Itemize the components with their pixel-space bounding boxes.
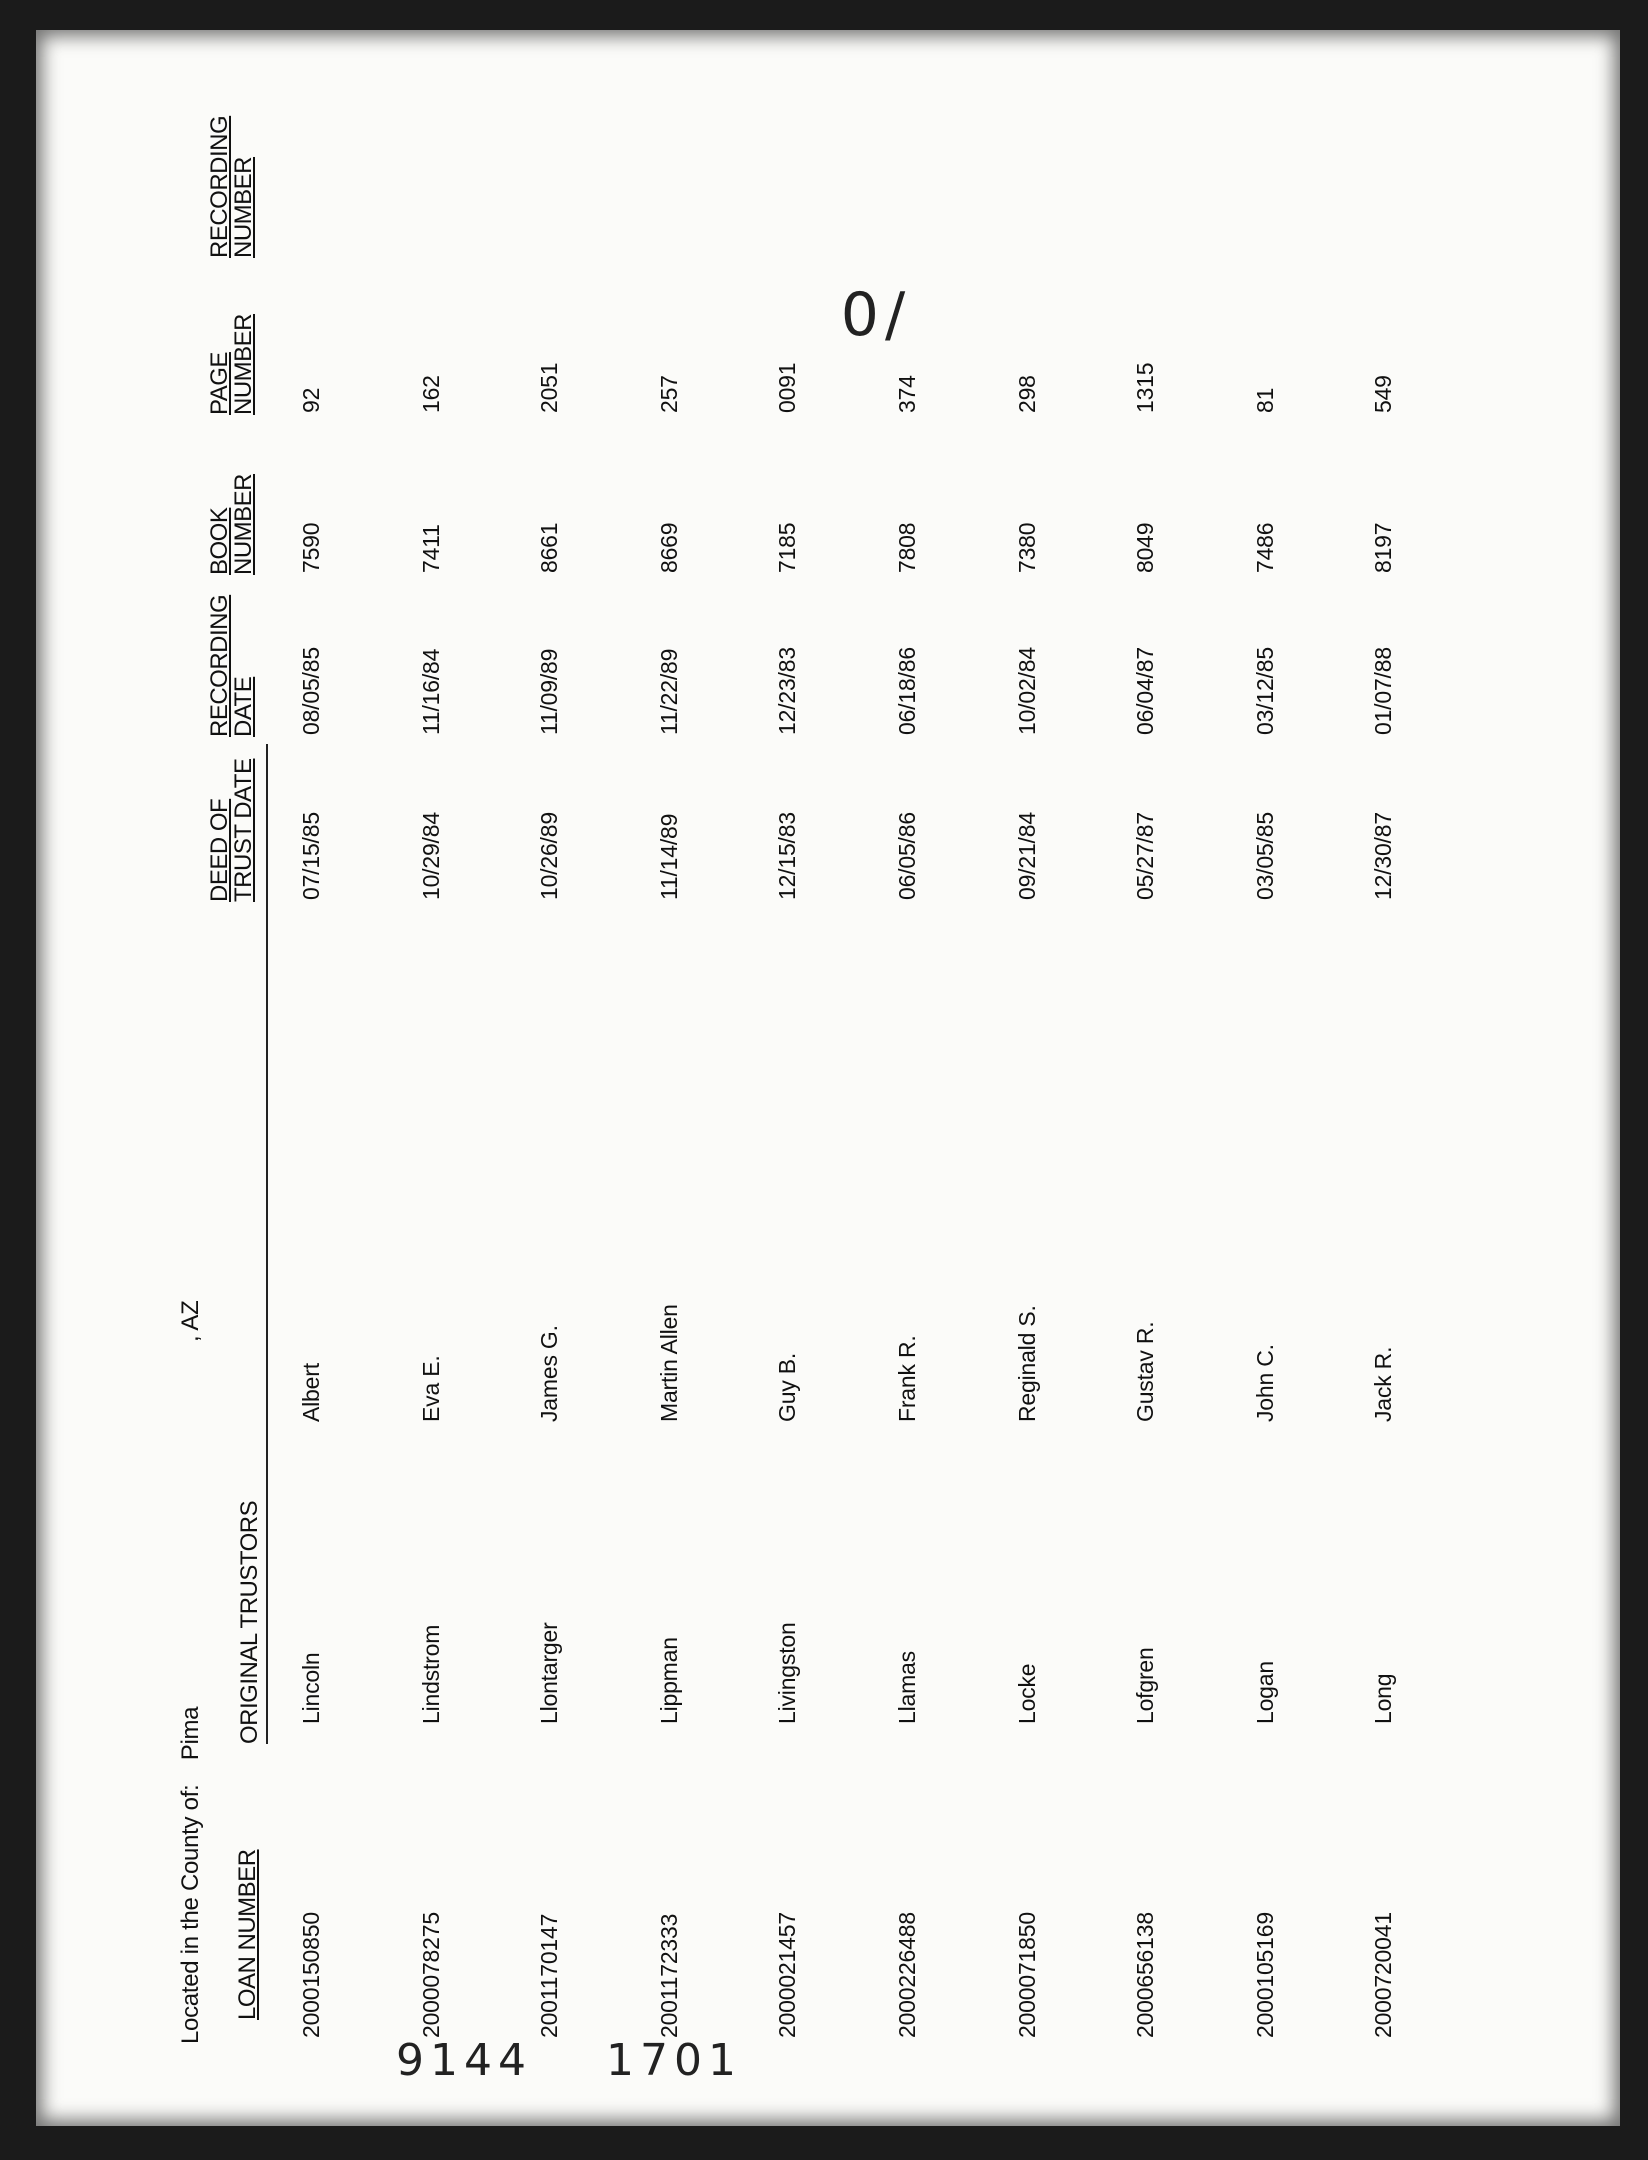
trustor-last-name: Livingston <box>774 1622 800 1724</box>
recording-date: 12/23/83 <box>774 647 800 735</box>
rotated-table-sheet <box>36 30 1620 2126</box>
trustor-last-name: Lincoln <box>298 1652 324 1724</box>
trustor-first-name: Gustav R. <box>1132 1321 1158 1422</box>
book-number: 7411 <box>418 524 444 573</box>
trustor-first-name: Guy B. <box>774 1352 800 1422</box>
book-number: 8197 <box>1370 522 1396 573</box>
page-number: 257 <box>656 375 682 413</box>
book-number-header: BOOK NUMBER <box>206 473 257 575</box>
deed-of-trust-date: 10/26/89 <box>536 812 562 900</box>
recording-date-header: RECORDING DATE <box>206 594 257 737</box>
book-number: 8669 <box>656 522 682 573</box>
recording-date: 06/18/86 <box>894 647 920 735</box>
page-number: 81 <box>1252 387 1278 413</box>
loan-number: 2000021457 <box>774 1912 800 2038</box>
loan-number: 2000656138 <box>1132 1912 1158 2038</box>
trustor-first-name: Reginald S. <box>1014 1305 1040 1422</box>
page-number: 0091 <box>774 362 800 413</box>
county-line <box>177 1707 205 2044</box>
trustor-first-name: John C. <box>1252 1344 1278 1422</box>
handwritten-check-mark: 0/ <box>840 279 912 350</box>
trustor-first-name: James G. <box>536 1325 562 1422</box>
page-number: 2051 <box>536 362 562 413</box>
loan-number: 2001172333 <box>656 1913 682 2038</box>
recording-date: 08/05/85 <box>298 647 324 735</box>
trustor-last-name: Llamas <box>894 1651 920 1724</box>
recording-date: 11/16/84 <box>418 648 444 735</box>
trustor-first-name: Eva E. <box>418 1355 444 1422</box>
handwritten-number-right: 1701 <box>606 2035 742 2086</box>
document-page <box>36 30 1620 2126</box>
trustor-first-name: Frank R. <box>894 1335 920 1422</box>
trustor-last-name: Lippman <box>656 1637 682 1724</box>
page-number: 374 <box>894 375 920 413</box>
deed-of-trust-date: 07/15/85 <box>298 812 324 900</box>
trustor-last-name: Locke <box>1014 1663 1040 1724</box>
deed-of-trust-date: 11/14/89 <box>656 813 682 900</box>
page-number: 92 <box>298 387 324 413</box>
state-label: , AZ <box>177 1300 204 1342</box>
loan-number: 2000071850 <box>1014 1912 1040 2038</box>
book-number: 7185 <box>774 522 800 573</box>
trustor-last-name: Logan <box>1252 1661 1278 1724</box>
loan-number-header: LOAN NUMBER <box>234 1849 261 2020</box>
deed-of-trust-date: 12/30/87 <box>1370 812 1396 900</box>
handwritten-number-left: 9144 <box>396 2035 532 2086</box>
trustor-last-name: Lofgren <box>1132 1647 1158 1724</box>
loan-number: 2000150850 <box>298 1912 324 2038</box>
book-number: 7808 <box>894 522 920 573</box>
book-number: 7380 <box>1014 522 1040 573</box>
trustor-last-name: Long <box>1370 1673 1396 1724</box>
trustor-first-name: Martin Allen <box>656 1304 682 1422</box>
loan-number: 2001170147 <box>536 1913 562 2038</box>
deed-of-trust-date: 03/05/85 <box>1252 812 1278 900</box>
recording-date: 11/09/89 <box>536 648 562 735</box>
deed-of-trust-date-header: DEED OF TRUST DATE <box>206 758 257 902</box>
deed-of-trust-date: 05/27/87 <box>1132 812 1158 900</box>
page-number: 549 <box>1370 375 1396 413</box>
loan-number: 2000720041 <box>1370 1912 1396 2038</box>
recording-date: 06/04/87 <box>1132 647 1158 735</box>
loan-number: 2000078275 <box>418 1912 444 2038</box>
deed-of-trust-date: 06/05/86 <box>894 812 920 900</box>
loan-number: 2000105169 <box>1252 1912 1278 2038</box>
deed-of-trust-date: 09/21/84 <box>1014 812 1040 900</box>
located-label: Located in the County of: <box>177 1784 204 2044</box>
page-number: 162 <box>418 375 444 413</box>
trustor-first-name: Albert <box>298 1363 324 1422</box>
county-name: Pima <box>177 1706 204 1761</box>
recording-date: 03/12/85 <box>1252 647 1278 735</box>
recording-date: 11/22/89 <box>656 648 682 735</box>
trustor-first-name: Jack R. <box>1370 1346 1396 1422</box>
page-number: 298 <box>1014 375 1040 413</box>
recording-date: 10/02/84 <box>1014 647 1040 735</box>
book-number: 8049 <box>1132 522 1158 573</box>
book-number: 8661 <box>536 522 562 573</box>
deed-of-trust-date: 10/29/84 <box>418 812 444 900</box>
original-trustors-header: ORIGINAL TRUSTORS <box>236 744 268 1744</box>
recording-date: 01/07/88 <box>1370 647 1396 735</box>
loan-number: 2000226488 <box>894 1912 920 2038</box>
book-number: 7590 <box>298 522 324 573</box>
page-number: 1315 <box>1132 362 1158 413</box>
trustor-last-name: Lindstrom <box>418 1624 444 1724</box>
trustor-last-name: Llontarger <box>536 1622 562 1724</box>
book-number: 7486 <box>1252 522 1278 573</box>
deed-of-trust-date: 12/15/83 <box>774 812 800 900</box>
recording-number-header: RECORDING NUMBER <box>206 115 257 258</box>
page-number-header: PAGE NUMBER <box>206 313 257 415</box>
